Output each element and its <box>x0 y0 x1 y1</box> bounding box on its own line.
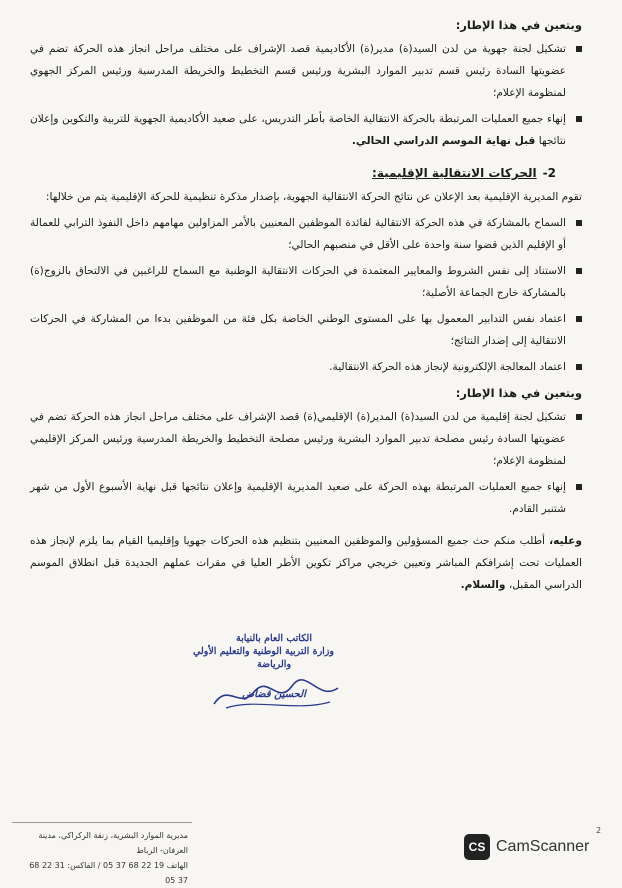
footer-phone: الهاتف 19 22 68 37 05 / الفاكس: 31 22 68 37 05 <box>29 861 188 885</box>
camscanner-logo-icon: CS <box>464 834 490 860</box>
list-item <box>30 108 582 152</box>
list-item <box>30 476 582 520</box>
intro-heading-2: وبتعين في هذا الإطار: <box>455 386 582 400</box>
list-item-emphasis: قبل نهاية الموسم الدراسي الحالي. <box>351 135 536 147</box>
footer <box>18 828 188 888</box>
closing-text: أطلب منكم حث جميع المسؤولين والموظفين المعنيين بتنظيم هذه الحركات جهويا وإقليميا القيام بما يلزم لإنجاز هذه العمليات تحت إشرافكم المباشر وتعيين خريجي مراكز تكوين الأطر العليا في مقرات عملهم الجديدة قبل انطلاق الموسم الدراسي المقبل، <box>30 535 582 591</box>
footer-address: مديرية الموارد البشرية، زنقة الركراكي، مدينة العرفان- الرباط <box>38 831 188 855</box>
list-item-text: اعتماد نفس التدابير المعمول بها على المستوى الوطني الخاصة بكل فئة من الموظفين بدءا من المشاركة في الحركات الانتقالية إلى إصدار النتائج؛ <box>30 313 566 347</box>
list-item <box>30 212 582 256</box>
provincial-committee-list <box>30 406 582 520</box>
handwritten-signature-icon <box>206 676 346 716</box>
bullet-icon <box>576 268 582 274</box>
bullet-icon <box>576 484 582 490</box>
document-body <box>30 14 582 600</box>
signatory-name: الحسين قضاض <box>242 689 306 700</box>
page-number: 2 <box>596 826 602 835</box>
closing-lead: وعليه، <box>549 535 582 547</box>
closing-paragraph <box>30 530 582 596</box>
list-item-text: السماح بالمشاركة في هذه الحركة الانتقالية لفائدة الموظفين المعنيين بالأمر المزاولين مهامهم داخل النفوذ الترابي للعمالة أو الإقليم الذين قضوا سنة واحدة على الأقل في منصبهم الحالي؛ <box>30 217 566 251</box>
bullet-icon <box>576 116 582 122</box>
bullet-icon <box>576 316 582 322</box>
signature-ministry-2: والرياضة <box>256 659 292 670</box>
list-item <box>30 38 582 104</box>
section-intro: تقوم المديرية الإقليمية بعد الإعلان عن نتائج الحركة الانتقالية الجهوية، بإصدار مذكرة تنظيمية للحركة الإقليمية يتم من خلالها: <box>45 191 582 203</box>
footer-divider <box>12 822 192 823</box>
list-item-text: الاستناد إلى نفس الشروط والمعايير المعتمدة في الحركات الانتقالية الوطنية مع السماح للراغبين في الالتحاق بالزوج(ة) بالمشاركة خارج الجماعة الأصلية؛ <box>30 265 566 299</box>
list-item-text: تشكيل لجنة جهوية من لدن السيد(ة) مدير(ة) الأكاديمية قصد الإشراف على مختلف مراحل انجاز هذه الحركة تضم في عضويتها السادة رئيس قسم تدبير الموارد البشرية ورئيس قسم التخطيط والخريطة المدرسية ورئيس المركز الجهوي لمنظومة الإعلام؛ <box>30 43 566 99</box>
section-number: 2- <box>542 166 556 180</box>
signature-title: الكاتب العام بالنيابة <box>236 633 312 644</box>
list-item <box>30 356 582 378</box>
bullet-icon <box>576 220 582 226</box>
closing-salutation: والسلام. <box>460 579 506 591</box>
list-item-text: اعتماد المعالجة الإلكترونية لإنجاز هذه الحركة الانتقالية. <box>329 361 566 373</box>
bullet-icon <box>576 364 582 370</box>
signature-ministry: وزارة التربية الوطنية والتعليم الأولي <box>192 646 334 657</box>
camscanner-text: CamScanner <box>496 838 590 855</box>
list-item-text: إنهاء جميع العمليات المرتبطة بهذه الحركة على صعيد المديرية الإقليمية وإعلان نتائجها قبل نهاية الأسبوع الأول من شهر شتنبر القادم. <box>30 481 566 515</box>
list-item-text: تشكيل لجنة إقليمية من لدن السيد(ة) المدير(ة) الإقليمي(ة) قصد الإشراف على مختلف مراحل انجاز هذه الحركة تضم في عضويتها السادة رئيس مصلحة تدبير الموارد البشرية ورئيس مصلحة التخطيط والخريطة المدرسية ورئيس المركز الإقليمي لمنظومة الإعلام؛ <box>30 411 566 467</box>
list-item <box>30 260 582 304</box>
intro-heading-1: وبتعين في هذا الإطار: <box>455 18 582 32</box>
section-title-text: الحركات الانتقالية الإقليمية: <box>372 166 537 180</box>
camscanner-watermark <box>464 834 589 860</box>
list-item <box>30 308 582 352</box>
bullet-icon <box>576 414 582 420</box>
bullet-icon <box>576 46 582 52</box>
section-title <box>30 162 556 184</box>
signature-stamp <box>192 632 334 728</box>
list-item <box>30 406 582 472</box>
provincial-measures-list <box>30 212 582 378</box>
regional-committee-list <box>30 38 582 152</box>
list-item-text: إنهاء جميع العمليات المرتبطة بالحركة الانتقالية الخاصة بأطر التدريس، على صعيد الأكاديمية الجهوية للتربية والتكوين وإعلان نتائجها <box>30 113 566 147</box>
